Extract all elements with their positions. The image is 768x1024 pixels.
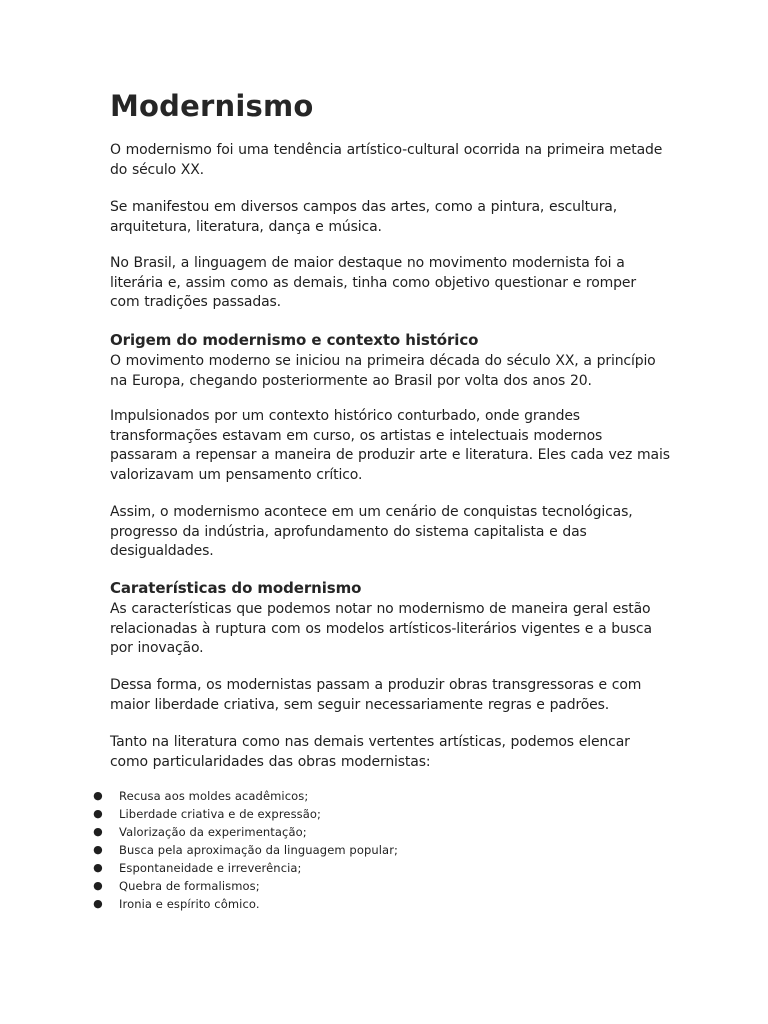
bullet-icon: ● <box>93 861 103 874</box>
caracteristicas-paragraph-3: Tanto na literatura como nas demais vertentes artísticas, podemos elencar como particularidades das obras modernistas: <box>110 734 630 770</box>
list-item-text: Quebra de formalismos; <box>119 879 260 893</box>
bullet-icon: ● <box>93 879 103 892</box>
list-item-text: Liberdade criativa e de expressão; <box>119 807 322 821</box>
list-item <box>0 895 700 913</box>
bullet-icon: ● <box>93 825 103 838</box>
bullet-icon: ● <box>93 807 103 820</box>
section-heading-origem: Origem do modernismo e contexto histórico <box>110 331 479 349</box>
origem-paragraph-2: Impulsionados por um contexto histórico conturbado, onde grandes transformações estavam em curso, os artistas e intelectuais modernos passaram a repensar a maneira de produzir arte e literatura. Eles cada vez mais valorizavam um pensamento crítico. <box>110 408 670 483</box>
bullet-icon: ● <box>93 843 103 856</box>
characteristics-list <box>0 787 700 913</box>
list-item <box>0 805 700 823</box>
list-item-text: Ironia e espírito cômico. <box>119 897 260 911</box>
list-item <box>0 823 700 841</box>
list-item <box>0 877 700 895</box>
document-title: Modernismo <box>110 89 314 123</box>
list-item-text: Valorização da experimentação; <box>119 825 307 839</box>
origem-paragraph-1: O movimento moderno se iniciou na primeira década do século XX, a princípio na Europa, chegando posteriormente ao Brasil por volta dos anos 20. <box>110 353 656 389</box>
list-item <box>0 841 700 859</box>
caracteristicas-paragraph-2: Dessa forma, os modernistas passam a produzir obras transgressoras e com maior liberdade criativa, sem seguir necessariamente regras e padrões. <box>110 677 642 713</box>
origem-paragraph-3: Assim, o modernismo acontece em um cenário de conquistas tecnológicas, progresso da indústria, aprofundamento do sistema capitalista e das desigualdades. <box>110 504 633 560</box>
section-heading-caracteristicas: Caraterísticas do modernismo <box>110 579 362 597</box>
list-item-text: Espontaneidade e irreverência; <box>119 861 302 875</box>
intro-paragraph-3: No Brasil, a linguagem de maior destaque no movimento modernista foi a literária e, assim como as demais, tinha como objetivo questionar e romper com tradições passadas. <box>110 255 636 311</box>
list-item-text: Busca pela aproximação da linguagem popular; <box>119 843 399 857</box>
intro-paragraph-1: O modernismo foi uma tendência artístico-cultural ocorrida na primeira metade do século XX. <box>110 142 663 178</box>
intro-paragraph-2: Se manifestou em diversos campos das artes, como a pintura, escultura, arquitetura, literatura, dança e música. <box>110 199 618 235</box>
list-item <box>0 787 700 805</box>
caracteristicas-paragraph-1: As características que podemos notar no modernismo de maneira geral estão relacionadas à ruptura com os modelos artísticos-literários vigentes e a busca por inovação. <box>110 601 652 657</box>
list-item <box>0 859 700 877</box>
bullet-icon: ● <box>93 789 103 802</box>
list-item-text: Recusa aos moldes acadêmicos; <box>119 789 309 803</box>
bullet-icon: ● <box>93 897 103 910</box>
